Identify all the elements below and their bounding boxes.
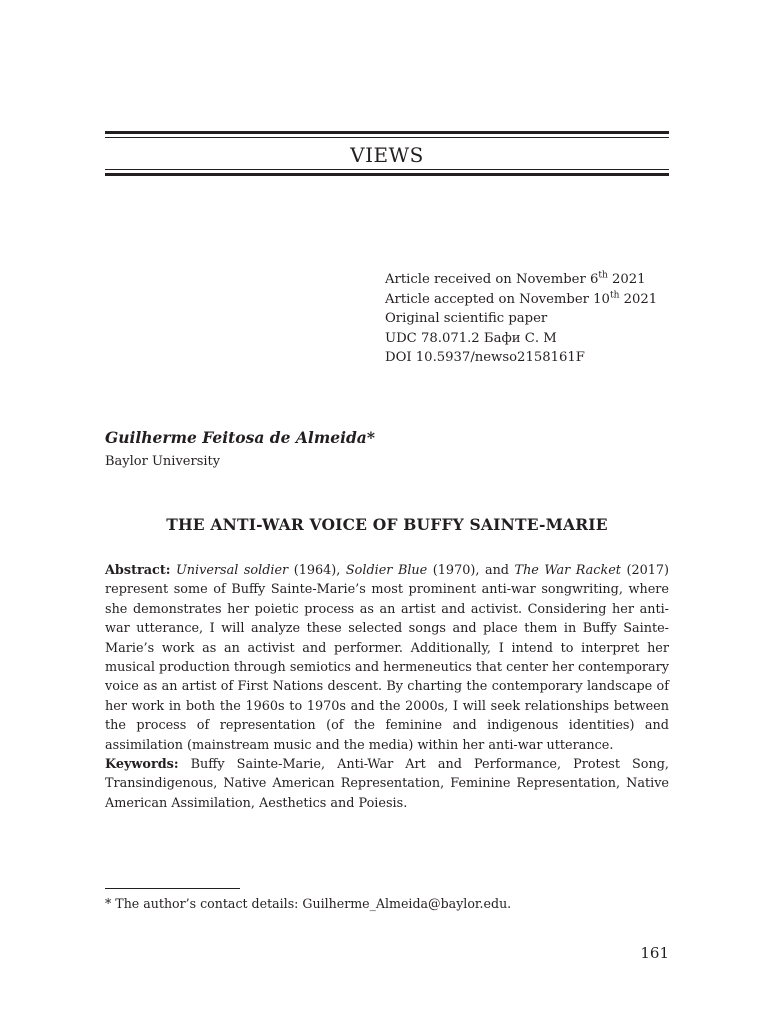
author-affiliation: Baylor University — [105, 454, 221, 469]
song-title-2: Soldier Blue — [345, 563, 428, 578]
header-rule-top-thin — [105, 137, 669, 138]
page-number: 161 — [640, 944, 669, 962]
song-year-1: (1964), — [288, 563, 346, 578]
keywords-text: Buffy Sainte-Marie, Anti-War Art and Performance, Protest Song, Transindigenous, Native American Representation, Feminine Representation, Native American Assimilation, Aesthetics and Poiesis. — [105, 757, 669, 811]
section-title: VIEWS — [350, 143, 424, 167]
keywords-paragraph — [105, 755, 669, 813]
udc-code: UDC 78.071.2 Бафи С. М — [385, 330, 557, 346]
footnote-rule — [105, 888, 240, 889]
received-year: 2021 — [607, 272, 646, 287]
received-ordinal: th — [598, 270, 608, 281]
song-year-2: (1970), and — [427, 563, 515, 578]
accepted-year: 2021 — [619, 291, 658, 307]
author-name: Guilherme Feitosa de Almeida* — [105, 428, 375, 447]
header-rule-bottom-thick — [105, 173, 669, 176]
accepted-ordinal: th — [609, 290, 620, 301]
abstract-block — [105, 561, 669, 813]
header-rule-top-thick — [105, 131, 669, 134]
accepted-date — [385, 290, 675, 310]
received-date — [385, 270, 675, 290]
article-title: THE ANTI-WAR VOICE OF BUFFY SAINTE-MARIE — [166, 515, 608, 534]
song-title-1: Universal soldier — [175, 563, 289, 578]
article-meta — [385, 270, 675, 368]
keywords-label: Keywords: — [105, 757, 179, 773]
song-title-3: The War Racket — [514, 563, 621, 578]
header-rule-bottom-thin — [105, 169, 669, 170]
abstract-body: (2017) represent some of Buffy Sainte-Marie’s most prominent anti-war songwriting, where she demonstrates her poietic process as an artist and activist. Considering her anti-war utterance, I will analyze these selected songs and place them in Buffy Sainte-Marie’s work as an activist and performer. Additionally, I intend to interpret her musical production through semiotics and hermeneutics that center her contemporary voice as an artist of First Nations descent. By charting the contemporary landscape of her work in both the 1960s to 1970s and the 2000s, I will seek relationships between the process of representation (of the feminine and indigenous identities) and assimilation (mainstream music and the media) within her anti-war utterance. — [105, 563, 670, 753]
abstract-paragraph — [105, 561, 669, 755]
abstract-label: Abstract: — [105, 563, 171, 578]
footnote: * The author’s contact details: Guilherme_Almeida@baylor.edu. — [105, 896, 512, 911]
accepted-text: Article accepted on November 10 — [385, 291, 610, 307]
paper-type: Original scientific paper — [385, 311, 548, 326]
received-text: Article received on November 6 — [385, 272, 599, 287]
doi: DOI 10.5937/newso2158161F — [385, 350, 585, 365]
